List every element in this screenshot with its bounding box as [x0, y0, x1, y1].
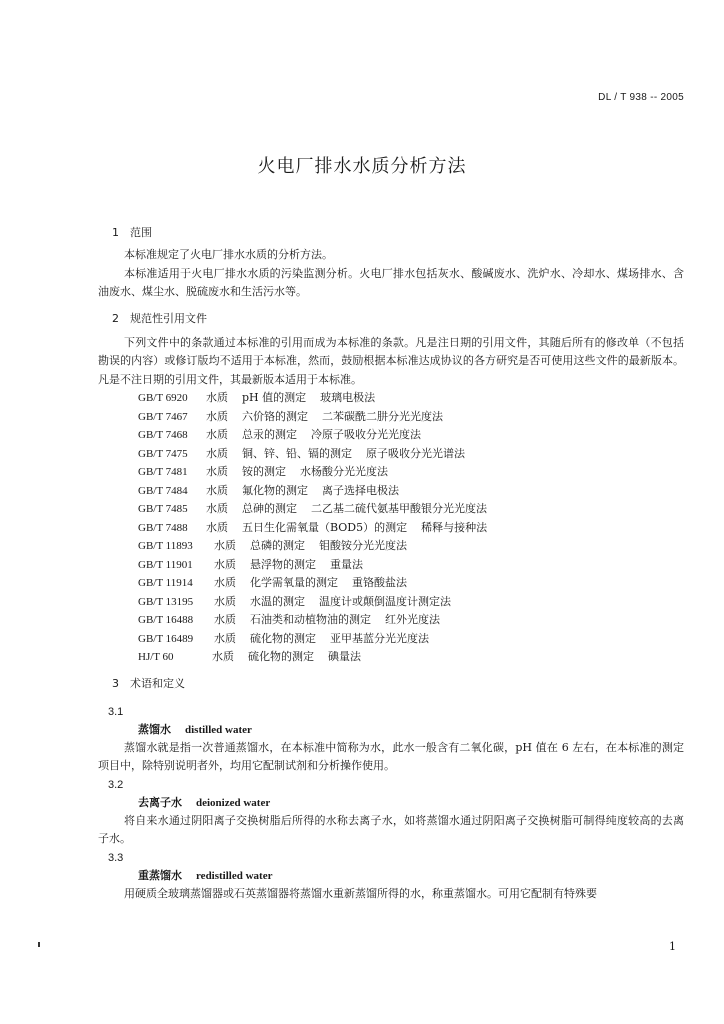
ref-code: GB/T 7468 — [138, 429, 188, 441]
reference-row — [112, 389, 684, 408]
ref-code: GB/T 13195 — [138, 595, 194, 608]
scan-mark — [38, 942, 40, 947]
ref-category: 水质 — [206, 520, 228, 534]
reference-row — [112, 500, 684, 519]
clause-number: 3.3 — [108, 851, 124, 864]
section-title: 范围 — [130, 226, 152, 239]
term-zh: 蒸馏水 — [138, 722, 171, 736]
reference-list — [112, 389, 684, 667]
ref-test: 氟化物的测定 — [242, 483, 308, 497]
ref-test: 硫化物的测定 — [248, 650, 314, 663]
section-heading-terms — [112, 675, 684, 693]
ref-method: 碘量法 — [328, 650, 361, 663]
ref-method: 冷原子吸收分光光度法 — [311, 428, 421, 441]
ref-category: 水质 — [206, 483, 228, 497]
term-definition: 将自来水通过阴阳离子交换树脂后所得的水称去离子水，如将蒸馏水通过阴阳离子交换树脂可制得纯度较高的去离子水。 — [98, 813, 684, 845]
ref-category: 水质 — [214, 557, 236, 571]
reference-row — [112, 519, 684, 538]
term-zh: 去离子水 — [138, 795, 182, 809]
ref-method: 稀释与接种法 — [421, 520, 488, 534]
term-definition: 用硬质全玻璃蒸馏器或石英蒸馏器将蒸馏水重新蒸馏所得的水，称重蒸馏水。可用它配制有特殊要 — [124, 886, 597, 900]
ref-category: 水质 — [212, 650, 234, 663]
reference-row — [112, 556, 684, 575]
ref-test: 总汞的测定 — [242, 428, 297, 441]
ref-code: GB/T 7467 — [138, 410, 188, 423]
ref-category: 水质 — [206, 446, 228, 460]
reference-row — [112, 482, 684, 501]
ref-method: 二乙基二硫代氨基甲酸银分光光度法 — [311, 502, 487, 515]
ref-category: 水质 — [214, 576, 236, 589]
ref-method: 水杨酸分光光度法 — [300, 465, 388, 478]
ref-code: GB/T 7485 — [138, 503, 188, 515]
standard-code: DL / T 938 -- 2005 — [598, 92, 684, 103]
reference-row — [112, 445, 684, 464]
ref-category: 水质 — [206, 391, 228, 404]
reference-row — [112, 463, 684, 482]
section-number: 1 — [112, 226, 119, 239]
ref-test: 总砷的测定 — [242, 502, 297, 515]
reference-row — [112, 593, 684, 612]
term-heading — [112, 794, 684, 812]
term-zh: 重蒸馏水 — [138, 868, 182, 882]
ref-test: 水温的测定 — [250, 594, 305, 608]
clause-number: 3.1 — [108, 705, 124, 718]
term-en: distilled water — [185, 723, 252, 736]
ref-test: 硫化物的测定 — [250, 631, 316, 645]
ref-test: 化学需氧量的测定 — [250, 576, 338, 589]
page-mark: 1 — [669, 940, 676, 953]
section-title: 术语和定义 — [130, 676, 185, 690]
ref-category: 水质 — [206, 465, 228, 478]
ref-test: 铵的测定 — [242, 465, 286, 478]
reference-row — [112, 648, 684, 667]
ref-test: 总磷的测定 — [250, 539, 305, 552]
section-heading-normative-refs — [112, 310, 684, 328]
ref-category: 水质 — [206, 409, 228, 423]
clause-number: 3.2 — [108, 778, 124, 791]
term-en: redistilled water — [196, 869, 273, 882]
section-title: 规范性引用文件 — [130, 311, 207, 325]
ref-test: pH 值的测定 — [242, 391, 307, 404]
document-body — [98, 224, 684, 903]
ref-test: 六价铬的测定 — [242, 409, 308, 423]
ref-test: 铜、锌、铅、镉的测定 — [242, 446, 352, 460]
reference-row — [112, 611, 684, 630]
ref-method: 温度计或颠倒温度计测定法 — [319, 594, 451, 608]
ref-method: 亚甲基蓝分光光度法 — [330, 631, 429, 645]
ref-code: GB/T 11901 — [138, 558, 193, 571]
ref-code: GB/T 16488 — [138, 614, 194, 626]
ref-method: 原子吸收分光光谱法 — [366, 446, 465, 460]
ref-test: 石油类和动植物油的测定 — [250, 613, 371, 626]
ref-method: 重铬酸盐法 — [352, 576, 407, 589]
ref-test: 五日生化需氧量（BOD5）的测定 — [242, 520, 408, 534]
reference-row — [112, 408, 684, 427]
ref-code: GB/T 6920 — [138, 392, 188, 404]
ref-method: 红外光度法 — [385, 613, 440, 626]
ref-category: 水质 — [214, 613, 236, 626]
ref-category: 水质 — [214, 631, 236, 645]
ref-method: 钼酸铵分光光度法 — [319, 539, 407, 552]
term-heading — [112, 721, 684, 739]
ref-code: GB/T 7475 — [138, 447, 188, 460]
reference-row — [112, 574, 684, 593]
ref-method: 离子选择电极法 — [322, 483, 399, 497]
ref-method: 玻璃电极法 — [320, 391, 376, 404]
ref-code: GB/T 7488 — [138, 521, 188, 534]
section-number: 2 — [112, 311, 119, 325]
document-title: 火电厂排水水质分析方法 — [257, 156, 467, 177]
ref-method: 二苯碳酰二肼分光光度法 — [322, 409, 443, 423]
spacer — [112, 693, 684, 703]
ref-test: 悬浮物的测定 — [250, 557, 316, 571]
paragraph: 本标准适用于火电厂排水水质的污染监测分析。火电厂排水包括灰水、酸碱废水、洗炉水、冷却水、煤场排水、含油废水、煤尘水、脱硫废水和生活污水等。 — [98, 266, 684, 298]
ref-code: GB/T 16489 — [138, 632, 194, 645]
term-en: deionized water — [196, 796, 271, 809]
ref-method: 重量法 — [330, 557, 363, 571]
section-number: 3 — [112, 676, 119, 690]
spacer — [112, 302, 684, 310]
ref-category: 水质 — [214, 539, 236, 552]
ref-code: GB/T 7484 — [138, 484, 188, 497]
term-definition: 蒸馏水就是指一次普通蒸馏水，在本标准中简称为水，此水一般含有二氧化碳，pH 值在 6 左右，在本标准的测定项目中，除特别说明者外，均用它配制试剂和分析操作使用。 — [98, 740, 684, 772]
ref-category: 水质 — [214, 594, 236, 608]
reference-row — [112, 426, 684, 445]
reference-row — [112, 537, 684, 556]
ref-code: GB/T 7481 — [138, 466, 188, 478]
term-heading — [112, 867, 684, 885]
ref-code: GB/T 11893 — [138, 540, 193, 552]
reference-row — [112, 630, 684, 649]
ref-code: HJ/T 60 — [138, 651, 174, 663]
ref-category: 水质 — [206, 428, 228, 441]
section-heading-scope — [112, 224, 684, 242]
ref-category: 水质 — [206, 502, 228, 515]
spacer — [112, 667, 684, 675]
ref-code: GB/T 11914 — [138, 577, 193, 589]
paragraph: 本标准规定了火电厂排水水质的分析方法。 — [124, 248, 333, 261]
paragraph: 下列文件中的条款通过本标准的引用而成为本标准的条款。凡是注日期的引用文件，其随后所有的修改单（不包括勘误的内容）或修订版均不适用于本标准，然而，鼓励根据本标准达成协议的各方研究是否可使用这些文件的最新版本。凡是不注日期的引用文件，其最新版本适用于本标准。 — [98, 335, 684, 386]
